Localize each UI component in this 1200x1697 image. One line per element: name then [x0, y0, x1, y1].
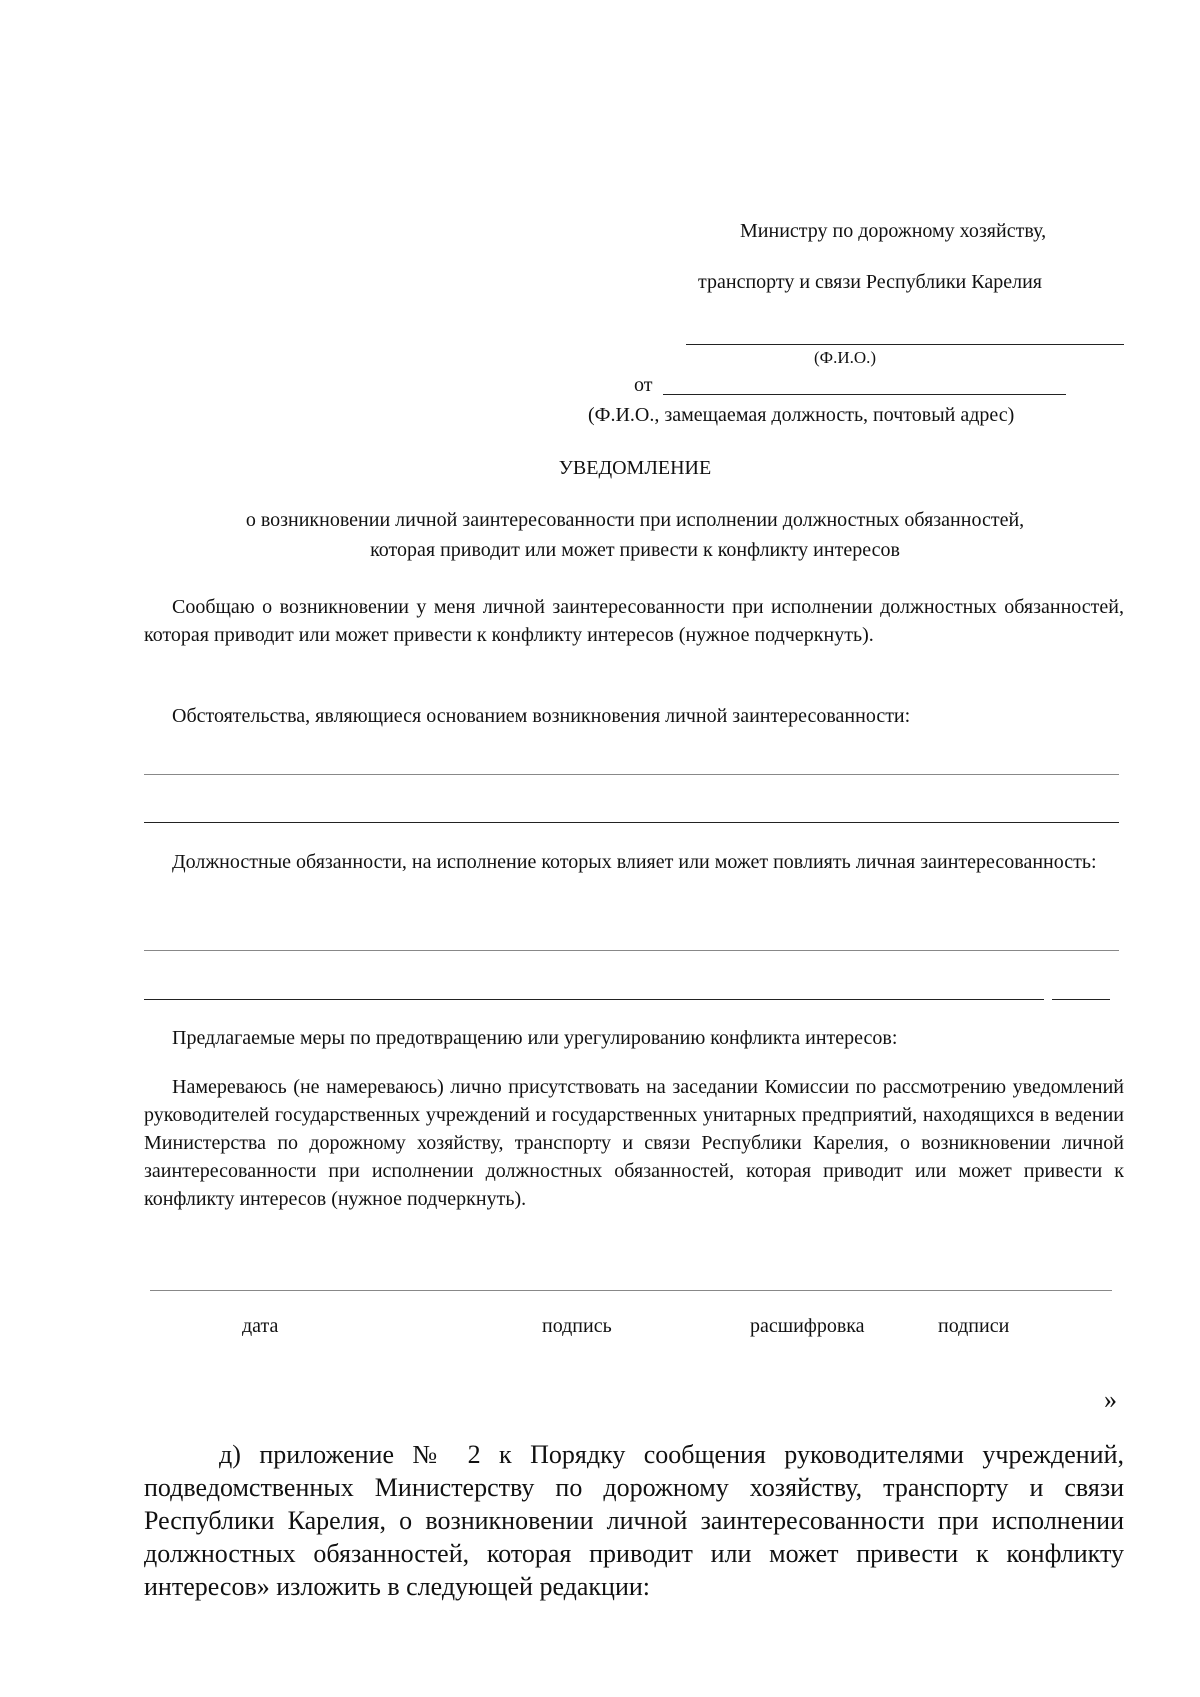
addressee-fio-line[interactable] [686, 344, 1124, 345]
paragraph-measures: Предлагаемые меры по предотвращению или урегулированию конфликта интересов: [172, 1027, 898, 1049]
paragraph-circumstances: Обстоятельства, являющиеся основанием возникновения личной заинтересованности: [172, 705, 911, 727]
sign-label: подпись [542, 1315, 612, 1337]
decode-label: расшифровка [750, 1315, 865, 1337]
circumstances-line-2[interactable] [144, 822, 1119, 823]
paragraph-attendance: Намереваюсь (не намереваюсь) лично присутствовать на заседании Комиссии по рассмотрению уведомлений руководителей государственных учреждений и государственных унитарных предприятий, находящихся в ведении Министерства по дорожному хозяйству, транспорту и связи Республики Карелия, о возникновении личной заинтересованности при исполнении должностных обязанностей, которая приводит или может привести к конфликту интересов (нужное подчеркнуть). [144, 1076, 1124, 1210]
from-label: от [634, 374, 653, 396]
document-subtitle-line-2: которая приводит или может привести к конфликту интересов [370, 539, 900, 561]
addressee-line-2: транспорту и связи Республики Карелия [698, 271, 1042, 293]
duties-line-1[interactable] [144, 950, 1119, 951]
duties-line-2a[interactable] [144, 999, 1044, 1000]
amendment-paragraph: д) приложение № 2 к Порядку сообщения руководителями учреждений, подведомственных Министерству по дорожному хозяйству, транспорту и связи Республики Карелия, о возникновении личной заинтересованности при исполнении должностных обязанностей, которая приводит или может привести к конфликту интересов» изложить в следующей редакции: [144, 1440, 1124, 1601]
paragraph-duties: Должностные обязанности, на исполнение которых влияет или может повлиять личная заинтересованность: [172, 851, 1097, 873]
decode-label-2: подписи [938, 1315, 1010, 1337]
signature-line[interactable] [150, 1290, 1112, 1291]
closing-quote: » [1104, 1385, 1117, 1414]
date-label: дата [242, 1315, 279, 1337]
duties-line-2b[interactable] [1052, 999, 1110, 1000]
addressee-line-1: Министру по дорожному хозяйству, [740, 220, 1047, 242]
circumstances-line-1[interactable] [144, 774, 1119, 775]
fio-caption: (Ф.И.О.) [814, 348, 877, 367]
from-fio-line[interactable] [663, 394, 1066, 395]
document-title: УВЕДОМЛЕНИЕ [558, 457, 712, 479]
from-caption: (Ф.И.О., замещаемая должность, почтовый адрес) [588, 404, 1015, 426]
document-subtitle-line-1: о возникновении личной заинтересованности при исполнении должностных обязанностей, [245, 509, 1025, 531]
paragraph-report: Сообщаю о возникновении у меня личной заинтересованности при исполнении должностных обязанностей, которая приводит или может привести к конфликту интересов (нужное подчеркнуть). [144, 596, 1124, 646]
